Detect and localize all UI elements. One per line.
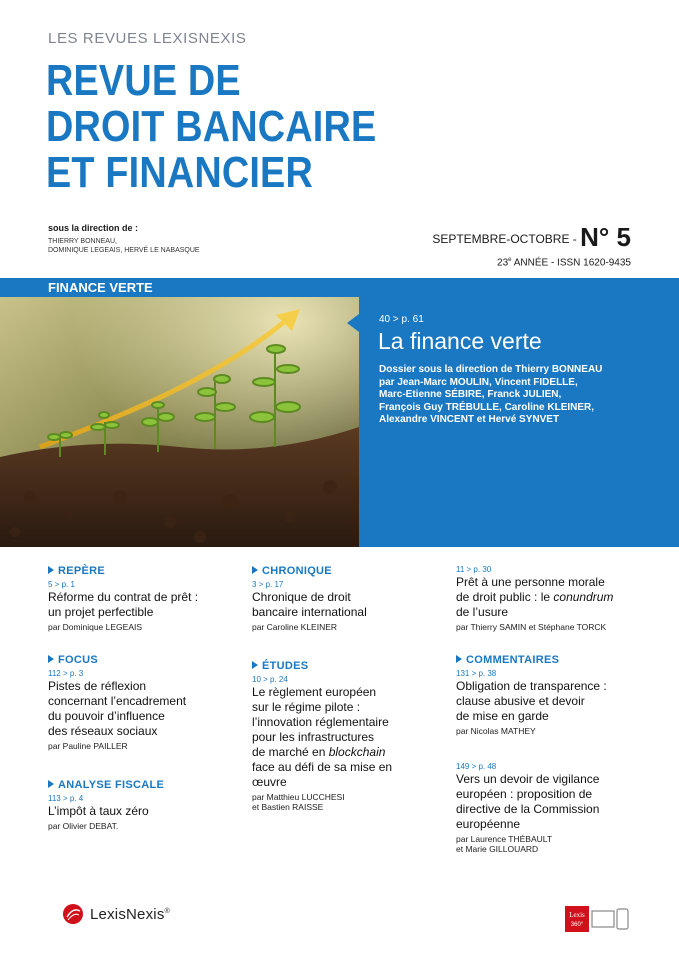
section-heading-analyse-fiscale: ANALYSE FISCALE xyxy=(48,779,238,791)
title-line-1: REVUE DE xyxy=(46,56,241,105)
triangle-bullet-icon xyxy=(48,780,54,788)
section-heading-commentaires: COMMENTAIRES xyxy=(456,654,646,666)
article-title: Obligation de transparence : clause abusive et devoir de mise en garde xyxy=(456,679,607,723)
journal-title xyxy=(46,58,376,196)
article-chronique xyxy=(252,565,442,632)
article-title: Prêt à une personne morale de droit public : le conundrum de l’usure xyxy=(456,575,614,619)
triangle-bullet-icon xyxy=(252,661,258,669)
devices-icon xyxy=(565,906,633,932)
article-title: Réforme du contrat de prêt : un projet perfectible xyxy=(48,590,199,619)
triangle-bullet-icon xyxy=(456,655,462,663)
article-title: Le règlement européen sur le régime pilote : l’innovation réglementaire pour les infrastructures de marché en blockchain face au défi de sa mise en œuvre xyxy=(252,685,393,789)
issue-info xyxy=(432,222,631,268)
article-ref: 113 > p. 4 xyxy=(48,794,84,803)
cover-photo xyxy=(0,297,359,547)
article-ref: 10 > p. 24 xyxy=(252,675,288,684)
triangle-bullet-icon xyxy=(48,655,54,663)
section-heading-chronique: CHRONIQUE xyxy=(252,565,442,577)
direction-names xyxy=(48,237,200,255)
article-commentaires-2 xyxy=(456,762,646,854)
feature-box xyxy=(359,278,679,547)
article-commentaires-1 xyxy=(456,654,646,736)
triangle-bullet-icon xyxy=(252,566,258,574)
article-analyse-fiscale xyxy=(48,779,238,831)
article-author: par Dominique LEGEAIS xyxy=(48,622,143,632)
feature-line-1: Dossier sous la direction de Thierry BONNEAU xyxy=(379,364,603,375)
article-ref: 149 > p. 48 xyxy=(456,762,497,771)
title-line-3: ET FINANCIER xyxy=(46,148,313,197)
section-heading-etudes: ÉTUDES xyxy=(252,660,442,672)
section-heading-focus: FOCUS xyxy=(48,654,238,666)
article-author: par Nicolas MATHEY xyxy=(456,726,536,736)
article-title: Chronique de droit bancaire international xyxy=(252,590,367,619)
feature-line-2: par Jean-Marc MOULIN, Vincent FIDELLE, xyxy=(379,376,578,388)
feature-line-5: Alexandre VINCENT et Hervé SYNVET xyxy=(379,414,560,425)
triangle-bullet-icon xyxy=(48,566,54,574)
article-ref: 5 > p. 1 xyxy=(48,580,75,589)
feature-description xyxy=(379,364,659,427)
publisher-name: LES REVUES LEXISNEXIS xyxy=(48,30,247,47)
article-ref: 112 > p. 3 xyxy=(48,669,84,678)
article-author: par Caroline KLEINER xyxy=(252,622,338,632)
issue-period: SEPTEMBRE-OCTOBRE - xyxy=(432,232,577,246)
article-author: par Pauline PAILLER xyxy=(48,741,128,751)
feature-title: La finance verte xyxy=(378,328,542,354)
direction-name-2: DOMINIQUE LEGEAIS, HERVÉ LE NABASQUE xyxy=(48,247,200,254)
article-ref: 131 > p. 38 xyxy=(456,669,497,678)
article-etudes xyxy=(252,660,442,812)
feature-line-4: François Guy TRÉBULLE, Caroline KLEINER, xyxy=(379,401,595,413)
article-author: par Olivier DEBAT. xyxy=(48,821,119,831)
article-author: par Laurence THÉBAULT et Marie GILLOUARD xyxy=(456,834,553,854)
title-line-2: DROIT BANCAIRE xyxy=(46,102,377,151)
section-banner: FINANCE VERTE xyxy=(0,278,359,297)
year-issn: 23e ANNÉE - ISSN 1620-9435 xyxy=(497,257,631,269)
svg-text:Lexis: Lexis xyxy=(569,911,585,919)
article-author: par Thierry SAMIN et Stéphane TORCK xyxy=(456,622,607,632)
lexis360-badge xyxy=(565,906,633,937)
article-title: Vers un devoir de vigilance européen : proposition de directive de la Commission européenne xyxy=(456,772,600,831)
article-repere xyxy=(48,565,238,632)
seedlings-illustration xyxy=(0,297,359,547)
feature-line-3: Marc-Etienne SÉBIRE, Franck JULIEN, xyxy=(379,389,562,400)
issue-number: N° 5 xyxy=(580,222,631,252)
lexisnexis-logo xyxy=(62,903,170,925)
svg-text:360°: 360° xyxy=(570,922,584,928)
feature-ref: 40 > p. 61 xyxy=(379,314,424,325)
direction-label: sous la direction de : xyxy=(48,223,139,233)
article-title: Pistes de réflexion concernant l’encadrement du pouvoir d’influence des réseaux sociaux xyxy=(48,679,187,738)
article-author: par Matthieu LUCCHESI et Bastien RAISSE xyxy=(252,792,345,812)
feature-pointer xyxy=(347,314,359,332)
article-ref: 3 > p. 17 xyxy=(252,580,284,589)
article-ref: 11 > p. 30 xyxy=(456,565,492,574)
article-pret-personne-morale xyxy=(456,565,646,632)
logo-text: LexisNexis® xyxy=(90,905,170,923)
direction-name-1: THIERRY BONNEAU, xyxy=(48,238,117,245)
article-focus xyxy=(48,654,238,751)
section-heading-repere: REPÈRE xyxy=(48,565,238,577)
lexisnexis-emblem-icon xyxy=(62,903,84,925)
article-title: L’impôt à taux zéro xyxy=(48,804,149,818)
